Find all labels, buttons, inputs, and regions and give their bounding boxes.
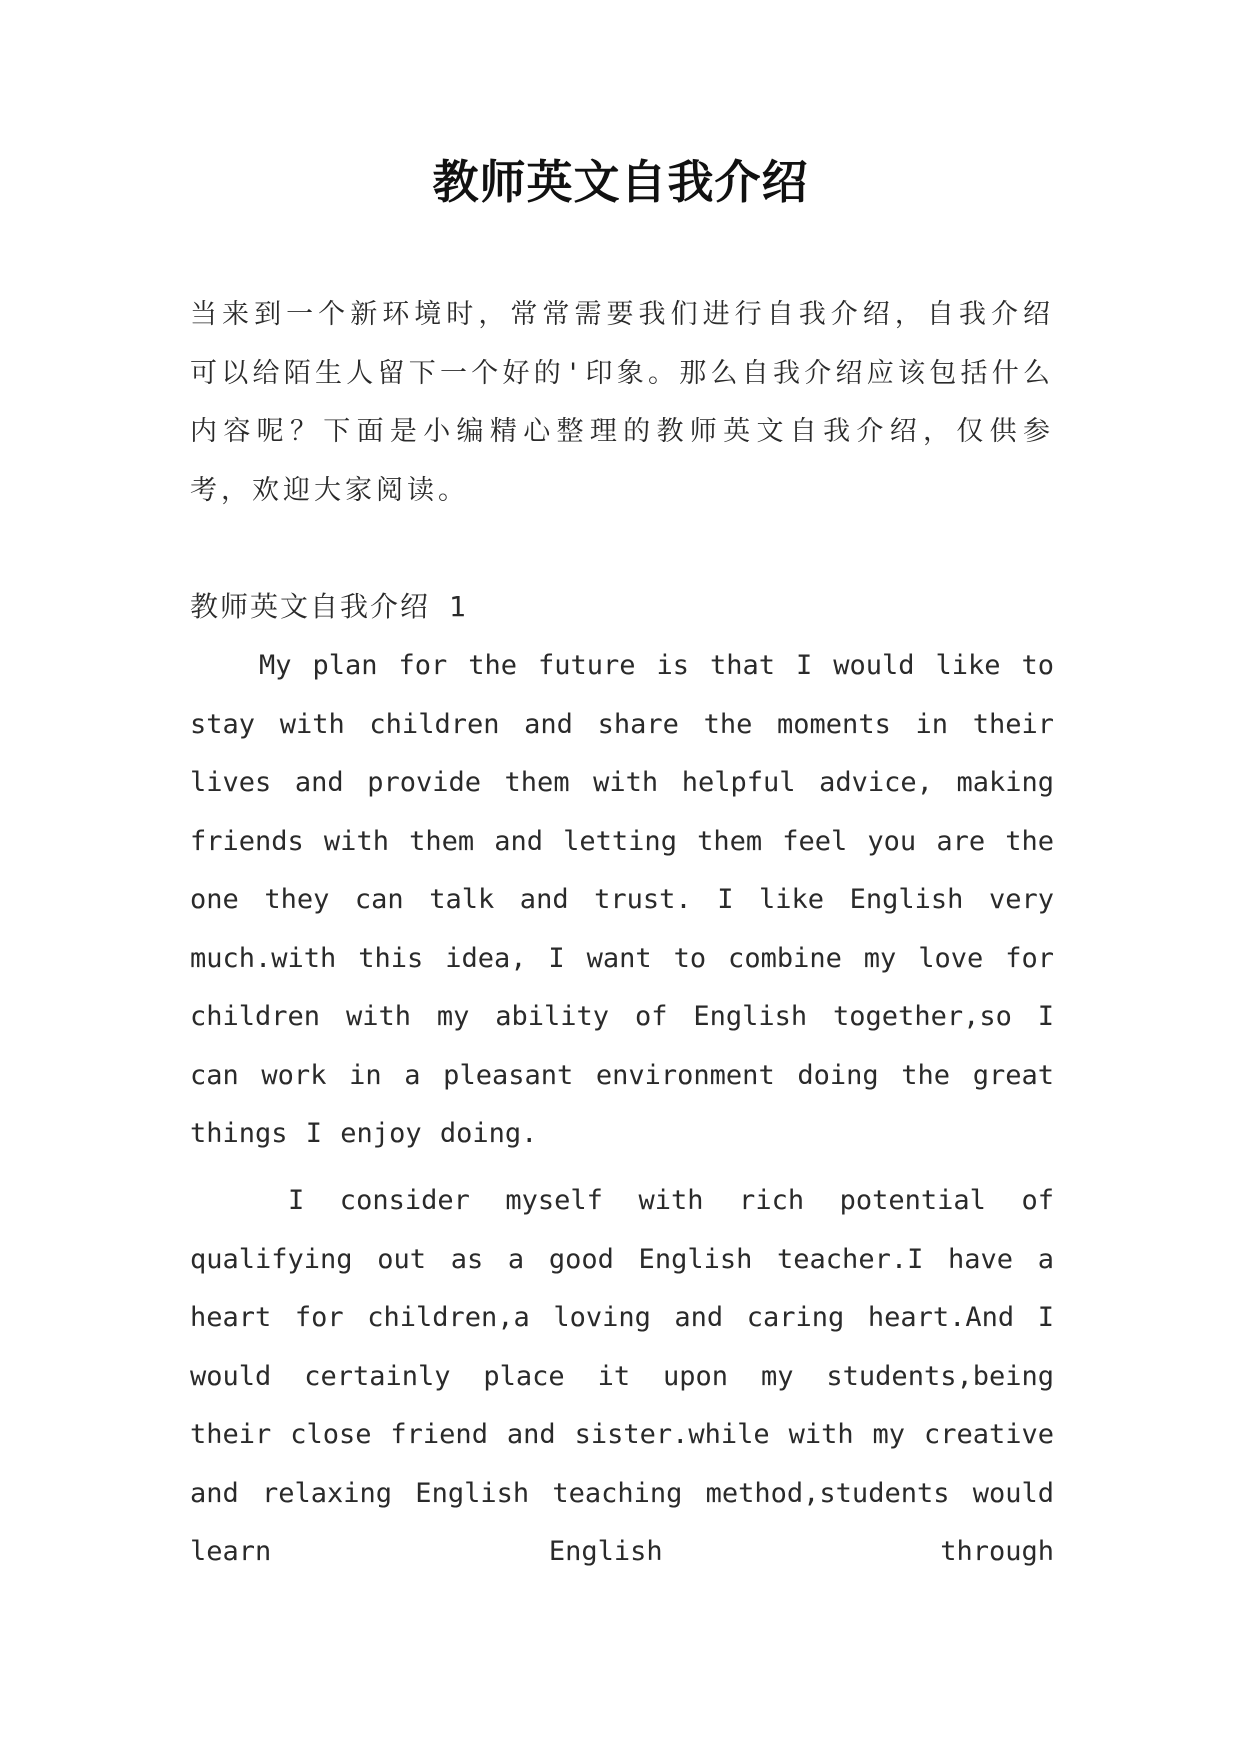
body-paragraph-1: My plan for the future is that I would like to stay with children and share the moments in their lives and provide them with helpful advice, making friends with them and letting them feel you are the one they can talk and trust. I like English very much.with this idea, I want to combine my love for children with my ability of English together,so I can work in a pleasant environment doing the great things I enjoy doing.: [190, 650, 1054, 1149]
document-title: 教师英文自我介绍: [432, 155, 809, 209]
intro-paragraph: 当来到一个新环境时，常常需要我们进行自我介绍，自我介绍可以给陌生人留下一个好的'印象。那么自我介绍应该包括什么内容呢？下面是小编精心整理的教师英文自我介绍，仅供参考，欢迎大家阅读。: [190, 299, 1054, 506]
section-heading: 教师英文自我介绍 1: [190, 590, 468, 623]
body-paragraph-2: I consider myself with rich potential of qualifying out as a good English teacher.I have a heart for children,a loving and caring heart.And I would certainly place it upon my students,being their close friend and sister.while with my creative and relaxing English teaching method,students would learn English through: [190, 1185, 1054, 1567]
